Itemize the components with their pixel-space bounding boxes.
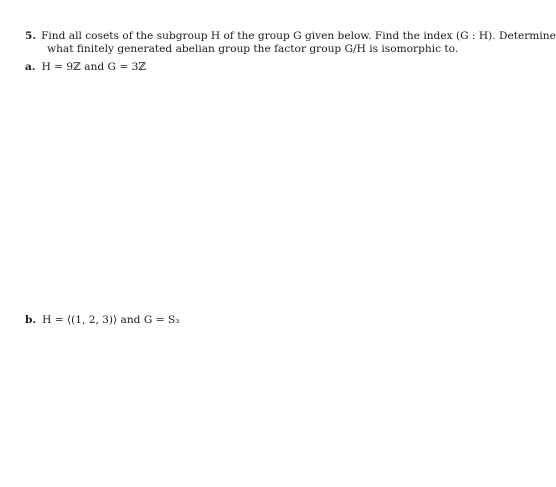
part-a-label: a. — [25, 61, 36, 73]
problem-number: 5. — [25, 30, 37, 42]
part-a-text: H = 9ℤ and G = 3ℤ — [41, 61, 147, 73]
part-a — [25, 61, 146, 74]
part-b-label: b. — [25, 314, 37, 326]
part-b-text: H = ⟨(1, 2, 3)⟩ and G = S₃ — [42, 314, 180, 326]
problem-line-1 — [25, 30, 556, 43]
problem-statement — [25, 30, 556, 56]
problem-text-line-2: what finitely generated abelian group the factor group G/H is isomorphic to. — [47, 43, 459, 55]
part-b — [25, 314, 179, 327]
problem-text-line-1: Find all cosets of the subgroup H of the group G given below. Find the index (G : H). Determine — [41, 30, 556, 42]
